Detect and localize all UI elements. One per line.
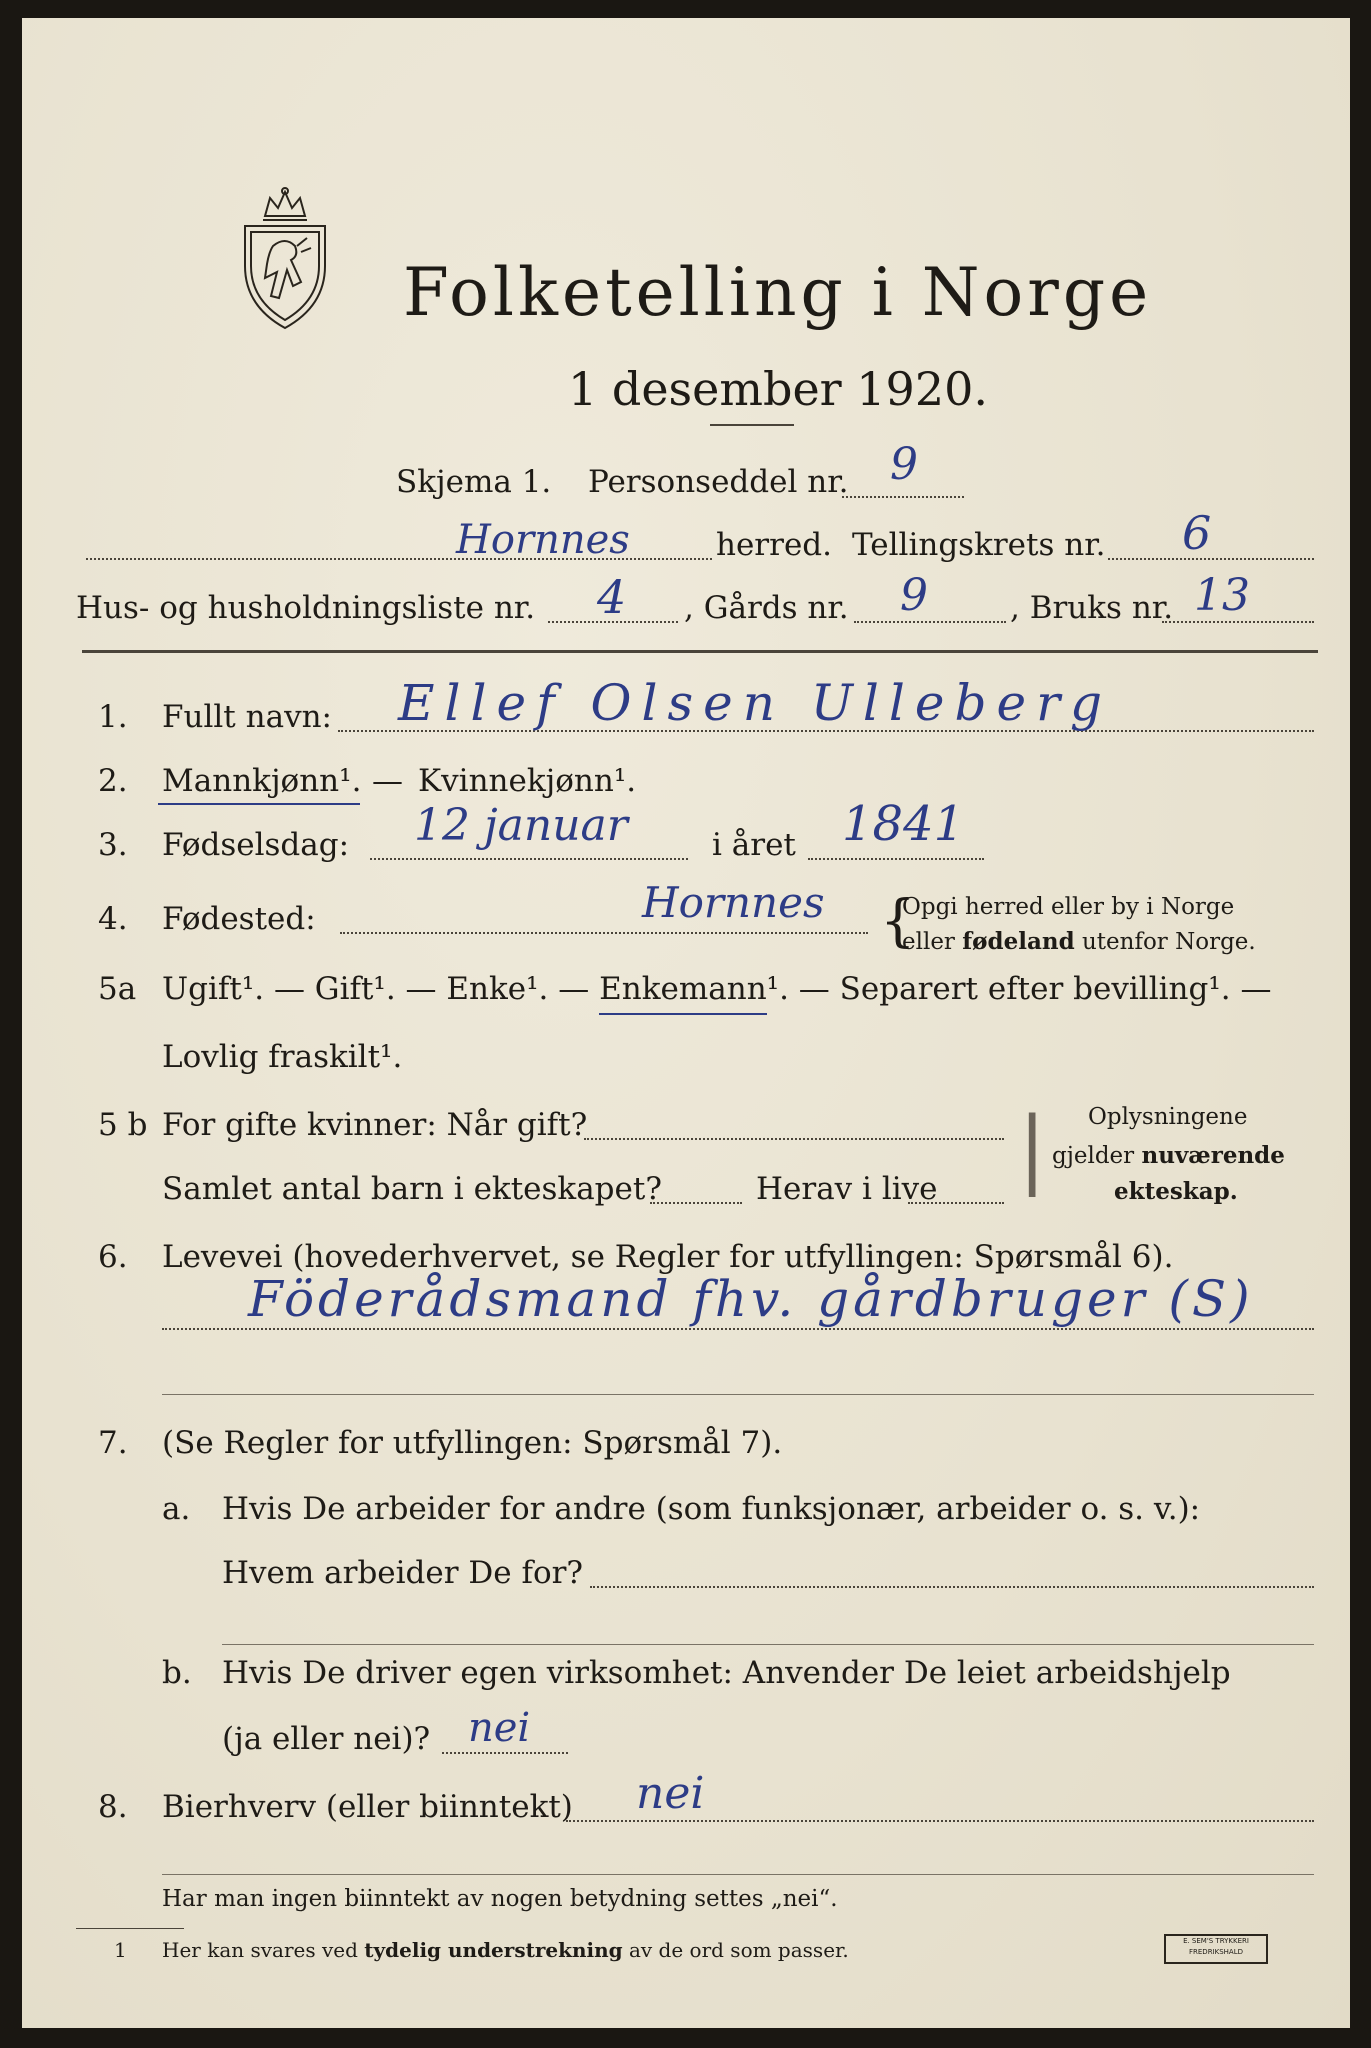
- herred-value: Hornnes: [456, 517, 630, 563]
- q1-label: Fullt navn:: [162, 699, 332, 735]
- q5b-married-field-line: [584, 1138, 1004, 1140]
- tellingskrets-field-line: [1108, 558, 1314, 560]
- herred-label: herred.: [716, 527, 832, 563]
- q5b-alive-field-line: [908, 1202, 1004, 1204]
- q8-field-line-1: [566, 1820, 1314, 1822]
- q6-field-line-2: [162, 1394, 1314, 1395]
- form-date: 1 desember 1920.: [568, 362, 988, 416]
- header-divider: [82, 650, 1318, 653]
- hus-label: Hus- og husholdningsliste nr.: [76, 590, 536, 626]
- q5b-note-line1: Oplysningene: [1088, 1104, 1248, 1130]
- q4-note-line1: Opgi herred eller by i Norge: [902, 894, 1235, 920]
- q4-brace: {: [880, 889, 916, 954]
- q5b-note-line2: [1052, 1144, 1285, 1168]
- q7-number: 7.: [98, 1425, 128, 1461]
- q5b-label1: For gifte kvinner: Når gift?: [162, 1107, 588, 1143]
- q2-female-option: Kvinnekjønn¹.: [418, 763, 637, 799]
- footnote-text-c: av de ord som passer.: [628, 1938, 849, 1962]
- q5b-note-naavaerende: nuværende: [1141, 1142, 1285, 1169]
- q6-number: 6.: [98, 1239, 128, 1275]
- q3-birthday-value: 12 januar: [414, 800, 628, 851]
- norwegian-coat-of-arms-icon: [235, 186, 335, 331]
- q8-value: nei: [636, 1768, 705, 1819]
- gards-label: , Gårds nr.: [684, 590, 849, 626]
- q7a-line1: Hvis De arbeider for andre (som funksjonær, arbeider o. s. v.):: [222, 1491, 1201, 1527]
- q1-number: 1.: [98, 699, 128, 735]
- q1-full-name-value: Ellef Olsen Ulleberg: [398, 674, 1113, 732]
- q7a-letter: a.: [162, 1491, 191, 1527]
- gards-value: 9: [900, 570, 928, 621]
- q4-note-fodeland: fødeland: [962, 928, 1075, 955]
- q5a-options-a: Ugift¹. — Gift¹. — Enke¹. —: [162, 971, 590, 1007]
- q4-label: Fødested:: [162, 901, 316, 937]
- q7a-line2: Hvem arbeider De for?: [222, 1555, 584, 1591]
- q2-male-option: Mannkjønn¹.: [162, 763, 362, 799]
- printer-stamp: [1164, 1934, 1268, 1964]
- footnote-text-bold: tydelig understrekning: [364, 1938, 623, 1962]
- q6-occupation-value: Föderådsmand fhv. gårdbruger (S): [248, 1270, 1254, 1328]
- q5a-enkemann-option: Enkemann: [599, 971, 767, 1015]
- q5a-line1: [162, 971, 1272, 1007]
- q4-field-line: [340, 932, 868, 934]
- form-title: Folketelling i Norge: [403, 254, 1153, 331]
- bruks-label: , Bruks nr.: [1010, 590, 1174, 626]
- skjema-label: Skjema 1.: [396, 464, 552, 500]
- q2-separator: —: [372, 763, 403, 799]
- q4-note-eller: eller: [902, 929, 955, 955]
- q3-label: Fødselsdag:: [162, 827, 350, 863]
- q3-number: 3.: [98, 827, 128, 863]
- q4-note-line2: [902, 930, 1256, 954]
- hus-value: 4: [597, 570, 627, 624]
- q7b-line2: (ja eller nei)?: [222, 1721, 431, 1757]
- q5b-brace: |: [1018, 1099, 1047, 1197]
- q5a-options-c: ¹. — Separert efter bevilling¹. —: [766, 971, 1272, 1007]
- footer-note: Har man ingen biinntekt av nogen betydning settes „nei“.: [162, 1886, 838, 1912]
- q7a-field-line-1: [590, 1586, 1314, 1588]
- q5b-children-field-line: [650, 1202, 742, 1204]
- q5b-label2: Samlet antal barn i ekteskapet?: [162, 1171, 662, 1207]
- footnote-divider: [76, 1928, 184, 1929]
- q6-label: Levevei (hovederhvervet, se Regler for utfyllingen: Spørsmål 6).: [162, 1239, 1174, 1275]
- personseddel-label: Personseddel nr.: [588, 464, 849, 500]
- q3-birth-year-value: 1841: [842, 796, 965, 852]
- q8-label: Bierhverv (eller biinntekt): [162, 1789, 573, 1825]
- q7b-field-line: [442, 1752, 568, 1754]
- gards-field-line: [854, 621, 1006, 623]
- bruks-value: 13: [1194, 570, 1250, 621]
- q4-number: 4.: [98, 901, 128, 937]
- q3-year-label: i året: [712, 827, 796, 863]
- tellingskrets-label: Tellingskrets nr.: [852, 527, 1106, 563]
- q7b-letter: b.: [162, 1655, 192, 1691]
- title-divider: [710, 424, 794, 426]
- q7b-line1: Hvis De driver egen virksomhet: Anvender De leiet arbeidshjelp: [222, 1655, 1231, 1691]
- q6-field-line-1: [162, 1328, 1314, 1330]
- printer-stamp-text: E. SEM'S TRYKKERI FREDRIKSHALD: [1183, 1937, 1249, 1956]
- q2-male-underline: [158, 803, 360, 805]
- footnote-number: 1: [114, 1938, 127, 1962]
- q5a-line2: Lovlig fraskilt¹.: [162, 1039, 403, 1075]
- q3-year-field-line: [808, 858, 984, 860]
- q5b-note-gjelder: gjelder: [1052, 1143, 1135, 1169]
- q3-day-field-line: [370, 858, 688, 860]
- q8-field-line-2: [162, 1874, 1314, 1875]
- q5b-label3: Herav i live: [756, 1171, 938, 1207]
- footnote-text-a: Her kan svares ved: [162, 1938, 358, 1962]
- q8-number: 8.: [98, 1789, 128, 1825]
- q5a-number: 5a: [98, 971, 137, 1007]
- census-form: [22, 18, 1350, 2028]
- q5b-note-line3: ekteskap.: [1114, 1178, 1238, 1205]
- footnote-text: [162, 1940, 849, 1960]
- q7a-field-line-2: [222, 1644, 1314, 1645]
- q7b-value: nei: [468, 1705, 531, 1751]
- personseddel-field-line: [842, 496, 964, 498]
- bruks-field-line: [1162, 621, 1314, 623]
- q2-number: 2.: [98, 763, 128, 799]
- tellingskrets-value: 6: [1182, 506, 1212, 560]
- q7-label: (Se Regler for utfyllingen: Spørsmål 7).: [162, 1425, 783, 1461]
- q5b-number: 5 b: [98, 1107, 148, 1143]
- personseddel-value: 9: [890, 439, 918, 490]
- q4-note-utenfor: utenfor Norge.: [1081, 929, 1256, 955]
- q4-birthplace-value: Hornnes: [642, 878, 825, 927]
